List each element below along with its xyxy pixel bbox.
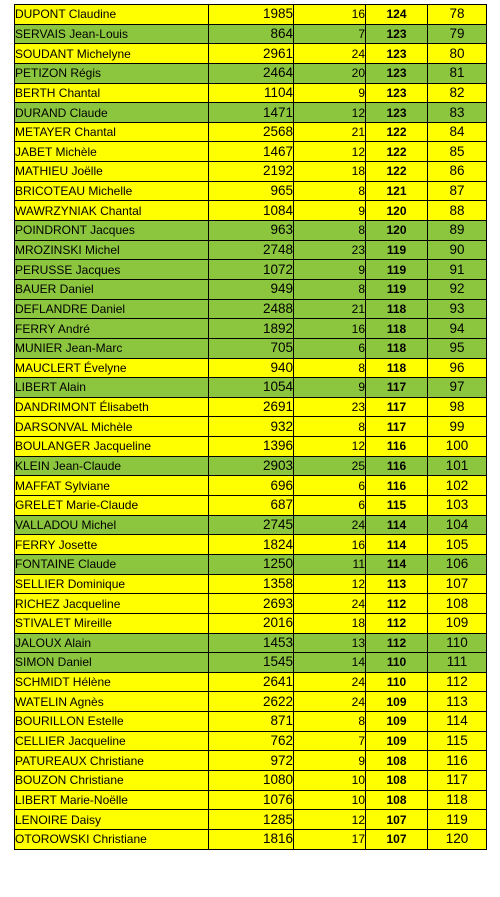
- games-count-cell: 8: [294, 181, 366, 201]
- rank-cell: 79: [428, 24, 487, 44]
- player-name-cell: RICHEZ Jacqueline: [15, 594, 209, 614]
- player-name-cell: PETIZON Régis: [15, 63, 209, 83]
- total-points-cell: 1285: [209, 810, 294, 830]
- rank-cell: 98: [428, 397, 487, 417]
- player-name-cell: LIBERT Alain: [15, 378, 209, 398]
- average-cell: 122: [366, 162, 428, 182]
- games-count-cell: 6: [294, 476, 366, 496]
- total-points-cell: 1471: [209, 103, 294, 123]
- table-row: [15, 83, 487, 103]
- table-row: [15, 299, 487, 319]
- player-name-cell: MAUCLERT Évelyne: [15, 358, 209, 378]
- average-cell: 119: [366, 240, 428, 260]
- total-points-cell: 963: [209, 221, 294, 241]
- rank-cell: 91: [428, 260, 487, 280]
- games-count-cell: 21: [294, 299, 366, 319]
- average-cell: 120: [366, 201, 428, 221]
- rank-cell: 109: [428, 613, 487, 633]
- total-points-cell: 940: [209, 358, 294, 378]
- total-points-cell: 1985: [209, 5, 294, 25]
- average-cell: 115: [366, 496, 428, 516]
- average-cell: 123: [366, 44, 428, 64]
- games-count-cell: 17: [294, 829, 366, 849]
- rank-cell: 81: [428, 63, 487, 83]
- rank-cell: 108: [428, 594, 487, 614]
- player-name-cell: DEFLANDRE Daniel: [15, 299, 209, 319]
- games-count-cell: 20: [294, 63, 366, 83]
- games-count-cell: 24: [294, 672, 366, 692]
- player-name-cell: BOURILLON Estelle: [15, 712, 209, 732]
- total-points-cell: 864: [209, 24, 294, 44]
- games-count-cell: 8: [294, 417, 366, 437]
- table-row: [15, 142, 487, 162]
- total-points-cell: 972: [209, 751, 294, 771]
- table-row: [15, 24, 487, 44]
- player-name-cell: WAWRZYNIAK Chantal: [15, 201, 209, 221]
- games-count-cell: 9: [294, 260, 366, 280]
- table-row: [15, 437, 487, 457]
- rank-cell: 88: [428, 201, 487, 221]
- games-count-cell: 9: [294, 201, 366, 221]
- total-points-cell: 2691: [209, 397, 294, 417]
- table-row: [15, 810, 487, 830]
- table-row: [15, 770, 487, 790]
- games-count-cell: 9: [294, 83, 366, 103]
- player-name-cell: DANDRIMONT Élisabeth: [15, 397, 209, 417]
- table-row: [15, 653, 487, 673]
- games-count-cell: 10: [294, 790, 366, 810]
- rank-cell: 87: [428, 181, 487, 201]
- average-cell: 114: [366, 535, 428, 555]
- games-count-cell: 6: [294, 338, 366, 358]
- rank-cell: 116: [428, 751, 487, 771]
- table-row: [15, 44, 487, 64]
- rank-cell: 92: [428, 279, 487, 299]
- games-count-cell: 6: [294, 496, 366, 516]
- player-name-cell: FERRY André: [15, 319, 209, 339]
- rank-cell: 104: [428, 515, 487, 535]
- average-cell: 109: [366, 692, 428, 712]
- total-points-cell: 1104: [209, 83, 294, 103]
- total-points-cell: 1453: [209, 633, 294, 653]
- table-row: [15, 790, 487, 810]
- average-cell: 108: [366, 770, 428, 790]
- average-cell: 108: [366, 790, 428, 810]
- rank-cell: 117: [428, 770, 487, 790]
- table-row: [15, 63, 487, 83]
- average-cell: 109: [366, 712, 428, 732]
- table-row: [15, 496, 487, 516]
- total-points-cell: 2192: [209, 162, 294, 182]
- average-cell: 114: [366, 554, 428, 574]
- rank-cell: 111: [428, 653, 487, 673]
- average-cell: 113: [366, 574, 428, 594]
- rank-cell: 89: [428, 221, 487, 241]
- total-points-cell: 2903: [209, 456, 294, 476]
- total-points-cell: 696: [209, 476, 294, 496]
- total-points-cell: 687: [209, 496, 294, 516]
- ranking-table: [14, 4, 487, 850]
- rank-cell: 110: [428, 633, 487, 653]
- player-name-cell: DUPONT Claudine: [15, 5, 209, 25]
- total-points-cell: 1076: [209, 790, 294, 810]
- total-points-cell: 2568: [209, 122, 294, 142]
- table-row: [15, 712, 487, 732]
- player-name-cell: BAUER Daniel: [15, 279, 209, 299]
- table-row: [15, 692, 487, 712]
- player-name-cell: OTOROWSKI Christiane: [15, 829, 209, 849]
- player-name-cell: GRELET Marie-Claude: [15, 496, 209, 516]
- games-count-cell: 24: [294, 44, 366, 64]
- average-cell: 123: [366, 63, 428, 83]
- table-row: [15, 829, 487, 849]
- table-row: [15, 417, 487, 437]
- games-count-cell: 12: [294, 142, 366, 162]
- total-points-cell: 949: [209, 279, 294, 299]
- table-row: [15, 240, 487, 260]
- average-cell: 108: [366, 751, 428, 771]
- player-name-cell: PATUREAUX Christiane: [15, 751, 209, 771]
- average-cell: 124: [366, 5, 428, 25]
- average-cell: 116: [366, 476, 428, 496]
- player-name-cell: SELLIER Dominique: [15, 574, 209, 594]
- games-count-cell: 10: [294, 770, 366, 790]
- player-name-cell: CELLIER Jacqueline: [15, 731, 209, 751]
- average-cell: 117: [366, 417, 428, 437]
- total-points-cell: 965: [209, 181, 294, 201]
- games-count-cell: 16: [294, 319, 366, 339]
- player-name-cell: SCHMIDT Hélène: [15, 672, 209, 692]
- games-count-cell: 18: [294, 162, 366, 182]
- rank-cell: 96: [428, 358, 487, 378]
- table-row: [15, 731, 487, 751]
- table-row: [15, 319, 487, 339]
- table-row: [15, 279, 487, 299]
- player-name-cell: PERUSSE Jacques: [15, 260, 209, 280]
- table-row: [15, 201, 487, 221]
- rank-cell: 113: [428, 692, 487, 712]
- rank-cell: 86: [428, 162, 487, 182]
- average-cell: 114: [366, 515, 428, 535]
- average-cell: 118: [366, 358, 428, 378]
- rank-cell: 83: [428, 103, 487, 123]
- average-cell: 118: [366, 299, 428, 319]
- player-name-cell: SOUDANT Michelyne: [15, 44, 209, 64]
- player-name-cell: WATELIN Agnès: [15, 692, 209, 712]
- average-cell: 120: [366, 221, 428, 241]
- player-name-cell: BERTH Chantal: [15, 83, 209, 103]
- rank-cell: 102: [428, 476, 487, 496]
- average-cell: 107: [366, 829, 428, 849]
- average-cell: 118: [366, 338, 428, 358]
- rank-cell: 103: [428, 496, 487, 516]
- rank-cell: 106: [428, 554, 487, 574]
- player-name-cell: KLEIN Jean-Claude: [15, 456, 209, 476]
- total-points-cell: 2745: [209, 515, 294, 535]
- table-row: [15, 574, 487, 594]
- rank-cell: 100: [428, 437, 487, 457]
- games-count-cell: 13: [294, 633, 366, 653]
- games-count-cell: 23: [294, 397, 366, 417]
- average-cell: 119: [366, 279, 428, 299]
- average-cell: 119: [366, 260, 428, 280]
- total-points-cell: 2464: [209, 63, 294, 83]
- games-count-cell: 18: [294, 613, 366, 633]
- games-count-cell: 12: [294, 103, 366, 123]
- player-name-cell: BOULANGER Jacqueline: [15, 437, 209, 457]
- total-points-cell: 1080: [209, 770, 294, 790]
- rank-cell: 82: [428, 83, 487, 103]
- rank-cell: 99: [428, 417, 487, 437]
- games-count-cell: 24: [294, 594, 366, 614]
- table-row: [15, 554, 487, 574]
- rank-cell: 114: [428, 712, 487, 732]
- player-name-cell: JABET Michèle: [15, 142, 209, 162]
- average-cell: 121: [366, 181, 428, 201]
- total-points-cell: 1824: [209, 535, 294, 555]
- total-points-cell: 1250: [209, 554, 294, 574]
- average-cell: 109: [366, 731, 428, 751]
- games-count-cell: 23: [294, 240, 366, 260]
- table-row: [15, 397, 487, 417]
- average-cell: 112: [366, 594, 428, 614]
- player-name-cell: MUNIER Jean-Marc: [15, 338, 209, 358]
- average-cell: 122: [366, 142, 428, 162]
- player-name-cell: VALLADOU Michel: [15, 515, 209, 535]
- rank-cell: 94: [428, 319, 487, 339]
- games-count-cell: 14: [294, 653, 366, 673]
- total-points-cell: 1545: [209, 653, 294, 673]
- total-points-cell: 2488: [209, 299, 294, 319]
- average-cell: 110: [366, 672, 428, 692]
- rank-cell: 115: [428, 731, 487, 751]
- rank-cell: 78: [428, 5, 487, 25]
- rank-cell: 120: [428, 829, 487, 849]
- total-points-cell: 1816: [209, 829, 294, 849]
- table-row: [15, 181, 487, 201]
- player-name-cell: MATHIEU Joëlle: [15, 162, 209, 182]
- player-name-cell: DARSONVAL Michèle: [15, 417, 209, 437]
- player-name-cell: BRICOTEAU Michelle: [15, 181, 209, 201]
- table-row: [15, 378, 487, 398]
- player-name-cell: MROZINSKI Michel: [15, 240, 209, 260]
- rank-cell: 90: [428, 240, 487, 260]
- table-row: [15, 162, 487, 182]
- games-count-cell: 8: [294, 279, 366, 299]
- player-name-cell: MAFFAT Sylviane: [15, 476, 209, 496]
- table-row: [15, 260, 487, 280]
- total-points-cell: 1358: [209, 574, 294, 594]
- average-cell: 112: [366, 633, 428, 653]
- average-cell: 116: [366, 437, 428, 457]
- games-count-cell: 11: [294, 554, 366, 574]
- table-row: [15, 535, 487, 555]
- games-count-cell: 9: [294, 751, 366, 771]
- average-cell: 107: [366, 810, 428, 830]
- table-row: [15, 456, 487, 476]
- player-name-cell: DURAND Claude: [15, 103, 209, 123]
- games-count-cell: 8: [294, 358, 366, 378]
- games-count-cell: 24: [294, 515, 366, 535]
- total-points-cell: 2748: [209, 240, 294, 260]
- games-count-cell: 12: [294, 574, 366, 594]
- table-row: [15, 5, 487, 25]
- games-count-cell: 16: [294, 5, 366, 25]
- average-cell: 117: [366, 378, 428, 398]
- games-count-cell: 9: [294, 378, 366, 398]
- player-name-cell: POINDRONT Jacques: [15, 221, 209, 241]
- rank-cell: 107: [428, 574, 487, 594]
- total-points-cell: 1084: [209, 201, 294, 221]
- average-cell: 118: [366, 319, 428, 339]
- total-points-cell: 2961: [209, 44, 294, 64]
- total-points-cell: 2016: [209, 613, 294, 633]
- player-name-cell: SIMON Daniel: [15, 653, 209, 673]
- player-name-cell: FERRY Josette: [15, 535, 209, 555]
- total-points-cell: 2641: [209, 672, 294, 692]
- total-points-cell: 762: [209, 731, 294, 751]
- table-row: [15, 633, 487, 653]
- player-name-cell: METAYER Chantal: [15, 122, 209, 142]
- table-row: [15, 122, 487, 142]
- total-points-cell: 1396: [209, 437, 294, 457]
- player-name-cell: STIVALET Mireille: [15, 613, 209, 633]
- average-cell: 116: [366, 456, 428, 476]
- table-row: [15, 613, 487, 633]
- average-cell: 123: [366, 103, 428, 123]
- average-cell: 117: [366, 397, 428, 417]
- rank-cell: 112: [428, 672, 487, 692]
- table-row: [15, 672, 487, 692]
- rank-cell: 97: [428, 378, 487, 398]
- rank-cell: 105: [428, 535, 487, 555]
- table-row: [15, 751, 487, 771]
- total-points-cell: 705: [209, 338, 294, 358]
- rank-cell: 80: [428, 44, 487, 64]
- rank-cell: 84: [428, 122, 487, 142]
- player-name-cell: JALOUX Alain: [15, 633, 209, 653]
- table-row: [15, 103, 487, 123]
- rank-cell: 119: [428, 810, 487, 830]
- rank-cell: 93: [428, 299, 487, 319]
- games-count-cell: 8: [294, 221, 366, 241]
- games-count-cell: 12: [294, 437, 366, 457]
- games-count-cell: 7: [294, 731, 366, 751]
- average-cell: 122: [366, 122, 428, 142]
- average-cell: 123: [366, 83, 428, 103]
- total-points-cell: 871: [209, 712, 294, 732]
- rank-cell: 95: [428, 338, 487, 358]
- table-row: [15, 515, 487, 535]
- average-cell: 110: [366, 653, 428, 673]
- rank-cell: 85: [428, 142, 487, 162]
- games-count-cell: 12: [294, 810, 366, 830]
- table-row: [15, 476, 487, 496]
- games-count-cell: 21: [294, 122, 366, 142]
- player-name-cell: FONTAINE Claude: [15, 554, 209, 574]
- table-row: [15, 221, 487, 241]
- total-points-cell: 1072: [209, 260, 294, 280]
- rank-cell: 118: [428, 790, 487, 810]
- player-name-cell: SERVAIS Jean-Louis: [15, 24, 209, 44]
- games-count-cell: 8: [294, 712, 366, 732]
- games-count-cell: 7: [294, 24, 366, 44]
- total-points-cell: 1467: [209, 142, 294, 162]
- total-points-cell: 2693: [209, 594, 294, 614]
- games-count-cell: 25: [294, 456, 366, 476]
- total-points-cell: 1892: [209, 319, 294, 339]
- table-row: [15, 358, 487, 378]
- player-name-cell: LIBERT Marie-Noëlle: [15, 790, 209, 810]
- player-name-cell: LENOIRE Daisy: [15, 810, 209, 830]
- total-points-cell: 2622: [209, 692, 294, 712]
- ranking-table-body: [15, 5, 487, 850]
- average-cell: 123: [366, 24, 428, 44]
- total-points-cell: 932: [209, 417, 294, 437]
- table-row: [15, 338, 487, 358]
- total-points-cell: 1054: [209, 378, 294, 398]
- rank-cell: 101: [428, 456, 487, 476]
- table-row: [15, 594, 487, 614]
- average-cell: 112: [366, 613, 428, 633]
- games-count-cell: 16: [294, 535, 366, 555]
- games-count-cell: 24: [294, 692, 366, 712]
- player-name-cell: BOUZON Christiane: [15, 770, 209, 790]
